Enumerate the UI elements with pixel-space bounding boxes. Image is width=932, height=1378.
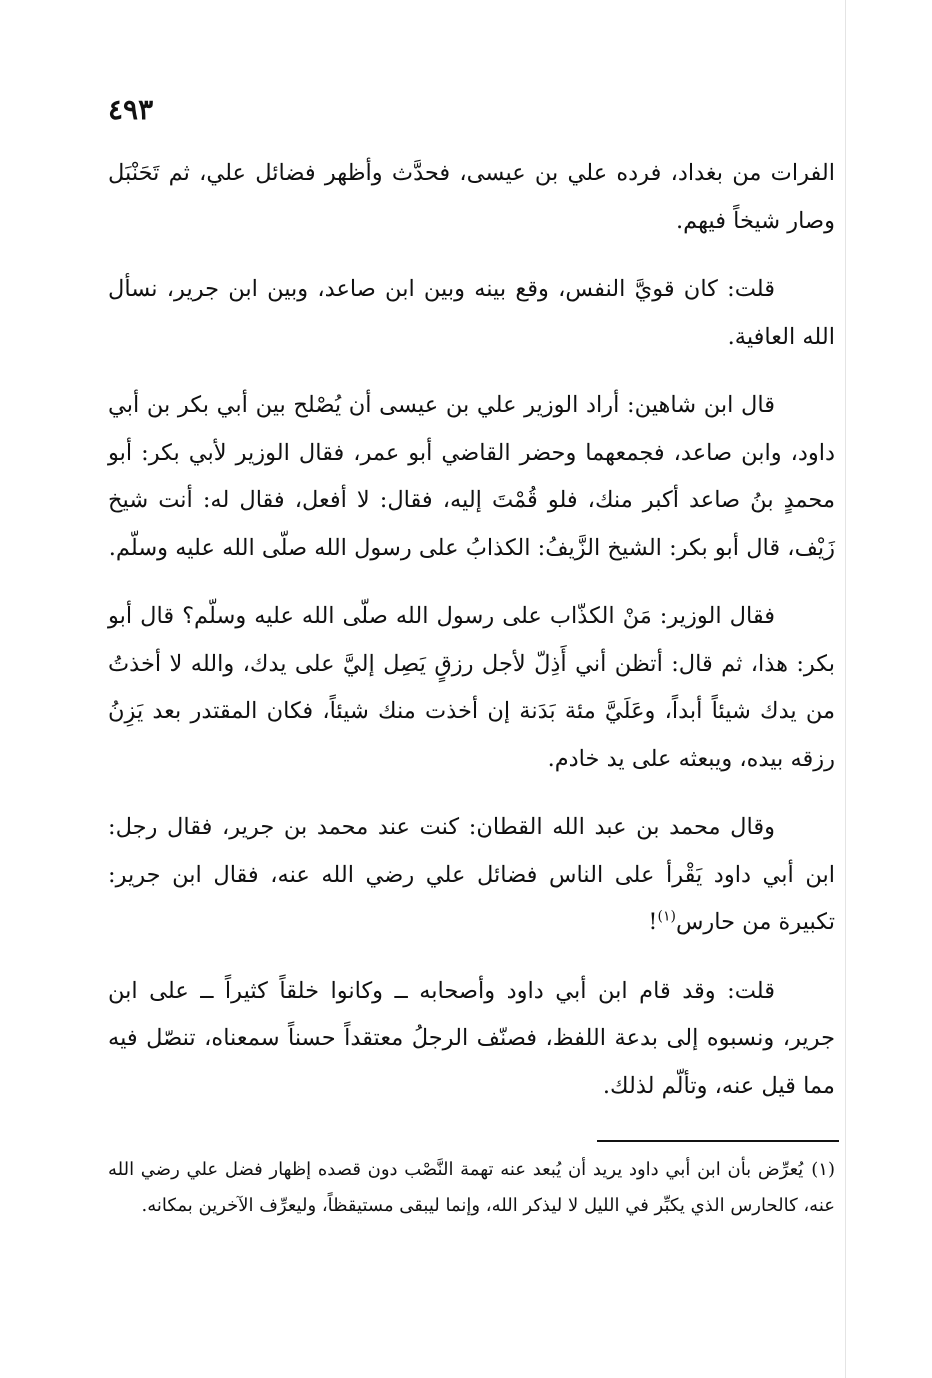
footnote-text: يُعرِّض بأن ابن أبي داود يريد أن يُبعد عنه تهمة النَّصْب دون قصده إظهار فضل علي رضي الله عنه، كالحارس الذي يكبِّر في الليل لا ليذكر الله، وإنما ليبقى مستيقظاً، وليعرِّف الآخرين بمكانه. — [108, 1159, 835, 1216]
paragraph-5-end: ! — [648, 909, 658, 935]
footnote-number: (١) — [811, 1159, 835, 1180]
footnotes — [108, 1152, 835, 1224]
paragraph-3: قال ابن شاهين: أراد الوزير علي بن عيسى أن يُصْلح بين أبي بكر بن أبي داود، وابن صاعد، فجمعهما وحضر القاضي أبو عمر، فقال الوزير لأبي بكر: أبو محمدٍ بنُ صاعد أكبر منك، فلو قُمْتَ إليه، فقال: لا أفعل، فقال له: أنت شيخ زَيْف، قال أبو بكر: الشيخ الزَّيفُ: الكذابُ على رسول الله صلّى الله عليه وسلّم. — [108, 392, 835, 561]
paragraph-1: الفرات من بغداد، فرده علي بن عيسى، فحدَّث وأظهر فضائل علي، ثم تَحَنْبَل وصار شيخاً فيهم. — [108, 160, 835, 234]
footnote-separator — [597, 1140, 839, 1142]
paragraph-5 — [108, 804, 835, 947]
paragraph-6: قلت: وقد قام ابن أبي داود وأصحابه ــ وكانوا خلقاً كثيراً ــ على ابن جرير، ونسبوه إلى بدعة اللفظ، فصنّف الرجلُ معتقداً حسناً سمعناه، تنصّل فيه مما قيل عنه، وتألّم لذلك. — [108, 977, 835, 1099]
footnote-1 — [108, 1152, 835, 1224]
page-edge-line — [845, 0, 846, 1378]
paragraph-2: قلت: كان قويَّ النفس، وقع بينه وبين ابن صاعد، وبين ابن جرير، نسأل الله العافية. — [108, 276, 835, 350]
footnote-reference[interactable]: (١) — [657, 908, 676, 925]
paragraph-4: فقال الوزير: مَنْ الكذّاب على رسول الله صلّى الله عليه وسلّم؟ قال أبو بكر: هذا، ثم قال: أتظن أني أَذِلّ لأجل رزقٍ يَصِل إليَّ على يدك، والله لا أخذتُ من يدك شيئاً أبداً، وعَلَيَّ مئة بَدَنة إن أخذت منك شيئاً، فكان المقتدر بعد يَزِنُ رزقه بيده، ويبعثه على يد خادم. — [108, 603, 835, 772]
main-text — [108, 150, 835, 1131]
paragraph-5-text: وقال محمد بن عبد الله القطان: كنت عند محمد بن جرير، فقال رجل: ابن أبي داود يَقْرأ على الناس فضائل علي رضي الله عنه، فقال ابن جرير: تكبيرة من حارس — [108, 814, 835, 935]
page-number: ٤٩٣ — [108, 93, 154, 126]
